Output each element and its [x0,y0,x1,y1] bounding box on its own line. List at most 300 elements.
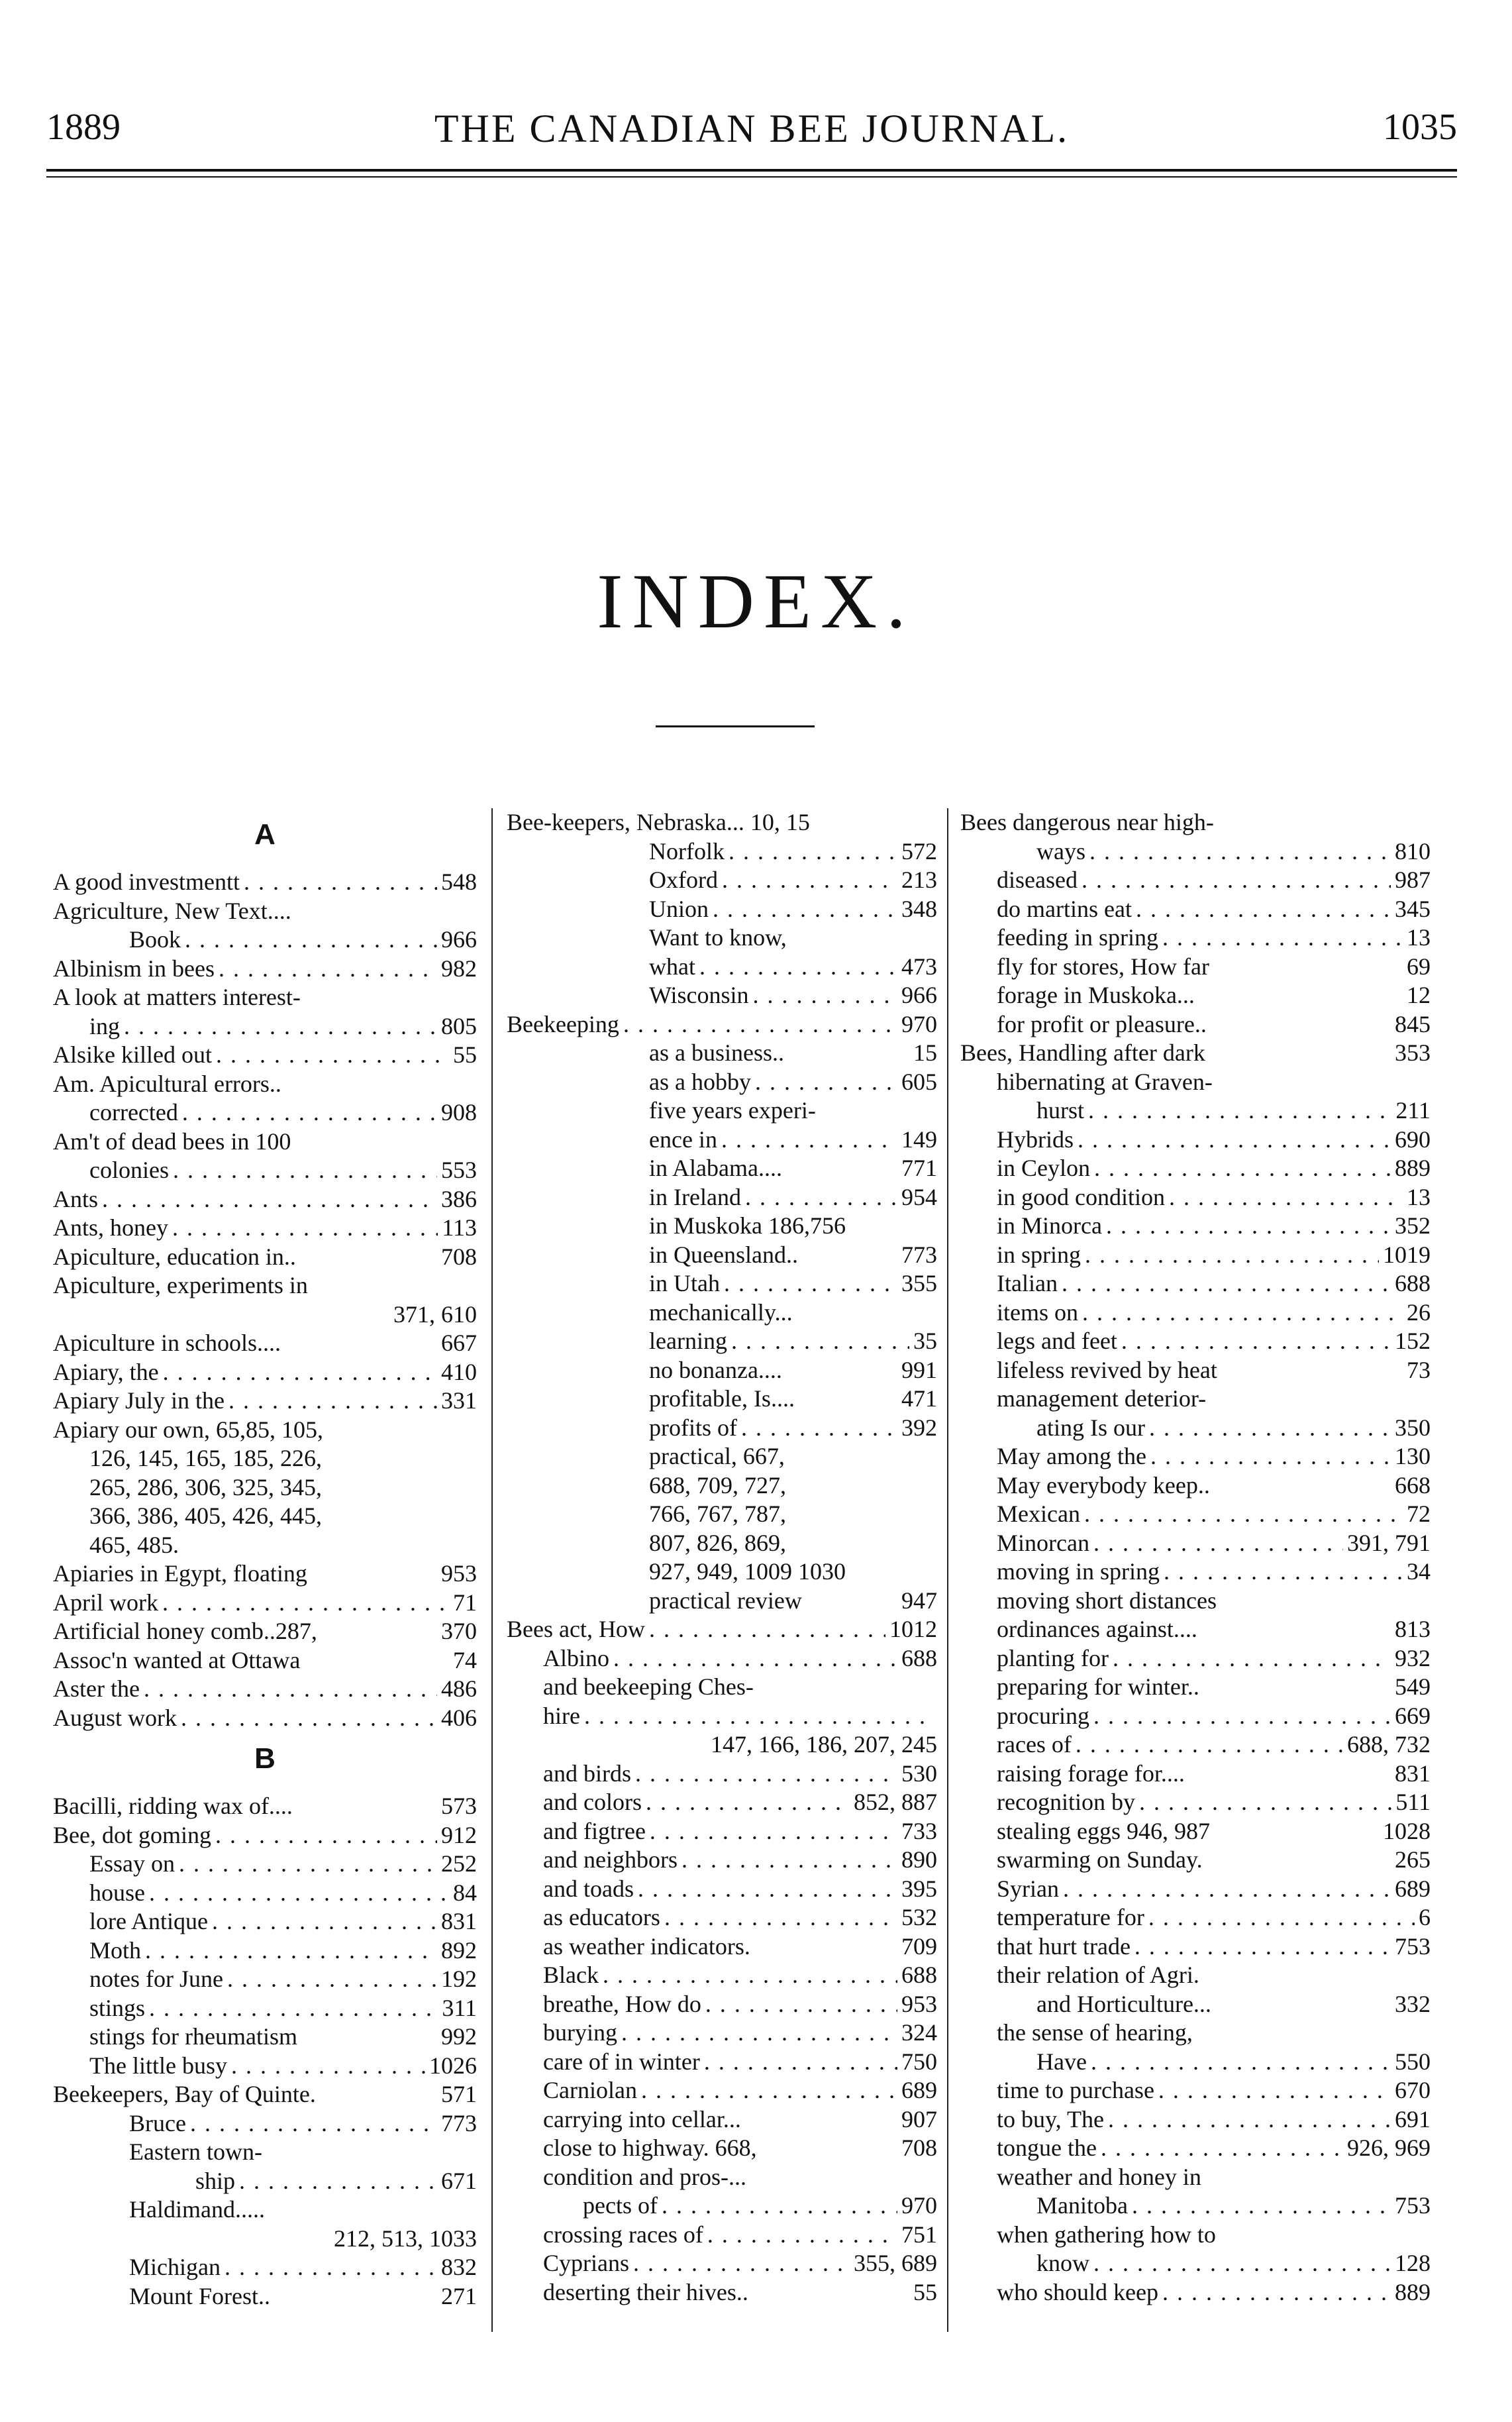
index-entry [960,2191,1431,2221]
leader-dots [1148,1903,1415,1932]
leader-dots [729,837,897,867]
index-entry [960,1903,1431,1932]
index-entry [960,1068,1431,1097]
leader-dots [1149,1414,1391,1443]
entry-page: 947 [901,1587,937,1614]
index-column-2 [507,808,937,2345]
entry-page: 771 [901,1155,937,1181]
entry-page: 689 [1395,1875,1431,1902]
entry-text: 766, 767, 787, [649,1501,786,1527]
entry-text: Want to know, [649,924,787,951]
leader-dots [1091,2048,1391,2077]
entry-text: who should keep [997,2278,1158,2305]
entry-text: as a hobby [649,1068,751,1095]
leader-dots [244,868,437,897]
index-entry [507,1241,937,1270]
leader-dots [1164,1557,1403,1587]
entry-page: 670 [1395,2077,1431,2103]
leader-dots [1150,1442,1391,1471]
index-entry [507,1903,937,1932]
index-entry [507,1788,937,1817]
index-entry [960,2249,1431,2278]
entry-text: in Minorca [997,1212,1102,1239]
entry-text: Bruce [129,2109,186,2136]
entry-text: ways [1036,837,1085,865]
entry-text: Minorcan [997,1529,1089,1556]
entry-text: Artificial honey comb..287, [53,1618,317,1644]
entry-page: 733 [901,1817,937,1844]
leader-dots [713,895,897,924]
entry-text: A good investmentt [53,869,240,895]
index-entry [960,1932,1431,1962]
entry-text: ordinances against.... [997,1616,1197,1642]
index-entry [960,1673,1431,1702]
leader-dots [102,1185,437,1214]
index-entry [960,2221,1431,2250]
index-entry [53,1879,477,1908]
entry-text: and beekeeping Ches- [543,1673,754,1700]
entry-page: 912 [441,1821,477,1848]
entry-page: 708 [441,1243,477,1270]
index-entry [960,1644,1431,1673]
leader-dots [185,925,437,955]
entry-page: 370 [441,1618,477,1644]
header-year: 1889 [46,107,121,148]
index-entry [53,1214,477,1243]
entry-page: 149 [901,1126,937,1153]
header-rule-thin [46,176,1457,178]
entry-text: breathe, How do [543,1990,701,2017]
index-entry [507,1068,937,1097]
index-entry [960,2134,1431,2163]
entry-page: 34 [1407,1558,1431,1585]
entry-text: Bee, dot goming [53,1821,211,1848]
entry-text: procuring [997,1702,1089,1729]
index-entry [53,2253,477,2282]
leader-dots [681,1846,897,1875]
entry-page: 907 [901,2105,937,2132]
entry-page: 345 [1395,895,1431,922]
index-entry [960,837,1431,867]
entry-text: ence in [649,1126,717,1153]
entry-text: Am. Apicultural errors.. [53,1070,281,1097]
index-entry [53,1559,477,1589]
entry-page: 391, 791 [1347,1529,1431,1556]
index-entry [960,1414,1431,1443]
entry-text: and figtree [543,1817,646,1844]
entry-page: 152 [1395,1328,1431,1354]
entry-text: Beekeeping [507,1010,619,1037]
section-letter: B [254,1742,276,1775]
entry-page: 211 [1395,1097,1431,1124]
entry-page: 750 [901,2048,937,2075]
index-entry [53,1444,477,1473]
entry-page: 548 [441,869,477,895]
entry-page: 992 [441,2023,477,2050]
entry-page: 852, 887 [854,1789,937,1815]
index-entry [960,1817,1431,1846]
entry-text: diseased [997,867,1078,893]
entry-text: time to purchase [997,2077,1154,2103]
index-entry [507,1039,937,1068]
leader-dots [228,1387,437,1416]
index-entry [507,2105,937,2134]
index-entry [53,897,477,926]
leader-dots [172,1214,438,1243]
entry-page: 72 [1407,1501,1431,1527]
index-entry [960,1356,1431,1385]
entry-text: Assoc'n wanted at Ottawa [53,1646,301,1673]
index-entry [507,923,937,953]
entry-text: April work [53,1589,158,1616]
entry-page: 355 [901,1270,937,1296]
leader-dots [633,2249,850,2278]
entry-text: hire [543,1702,580,1729]
leader-dots [1162,2278,1391,2307]
entry-page: 6 [1419,1904,1431,1930]
leader-dots [1078,1126,1391,1155]
index-entry [960,1212,1431,1241]
entry-text: 465, 485. [89,1531,179,1558]
entry-page: 549 [1395,1673,1431,1700]
leader-dots [239,2167,437,2196]
entry-page: 410 [441,1358,477,1385]
index-entry [53,2225,477,2254]
entry-page: 1028 [1383,1817,1431,1844]
index-entry [53,2138,477,2167]
index-entry [507,1529,937,1558]
index-entry [507,1875,937,1904]
leader-dots [149,1879,449,1908]
index-entry [960,1298,1431,1328]
index-entry [53,1704,477,1733]
entry-page: 689 [901,2077,937,2103]
index-entry [53,2282,477,2311]
leader-dots [1085,1241,1379,1270]
leader-dots [1136,895,1391,924]
leader-dots [163,1358,437,1387]
leader-dots [1108,2105,1391,2134]
index-entry [507,1961,937,1990]
leader-dots [1101,2134,1343,2163]
entry-text: Moth [89,1936,142,1964]
entry-page: 667 [441,1330,477,1356]
leader-dots [1076,1730,1343,1760]
index-entry [507,1557,937,1587]
index-entry [507,2076,937,2105]
entry-page: 1012 [889,1616,937,1642]
index-entry [960,2019,1431,2048]
leader-dots [1093,1702,1391,1731]
entry-text: Book [129,926,181,953]
index-entry [960,2048,1431,2077]
leader-dots [225,2253,437,2282]
entry-text: planting for [997,1644,1109,1671]
entry-text: Haldimand..... [129,2196,265,2223]
index-entry [507,953,937,982]
index-entry [507,2221,937,2250]
entry-text: the sense of hearing, [997,2019,1193,2046]
entry-text: as weather indicators. [543,1932,750,1960]
index-entry [507,895,937,924]
entry-text: and neighbors [543,1846,678,1873]
leader-dots [1132,2191,1391,2221]
index-entry [53,1012,477,1041]
entry-text: The little busy [89,2052,227,2079]
entry-text: 265, 286, 306, 325, 345, [89,1473,322,1501]
entry-text: lore Antique [89,1908,208,1934]
leader-dots [721,1126,897,1155]
entry-page: 954 [901,1183,937,1210]
index-entry [507,2249,937,2278]
leader-dots [215,1821,437,1850]
entry-page: 892 [441,1936,477,1964]
index-entry [507,2134,937,2163]
entry-text: burying [543,2019,617,2046]
entry-text: preparing for winter.. [997,1673,1199,1700]
index-entry [53,1300,477,1330]
entry-text: profits of [649,1414,737,1441]
leader-dots [755,1068,897,1097]
entry-page: 511 [1395,1789,1431,1815]
entry-text: fly for stores, How far [997,953,1209,980]
entry-page: 113 [442,1214,477,1241]
index-entry [53,1675,477,1704]
leader-dots [638,1875,897,1904]
index-entry [507,1673,937,1702]
index-entry [53,1243,477,1272]
entry-page: 35 [913,1328,937,1354]
entry-text: Norfolk [649,837,725,865]
entry-text: carrying into cellar... [543,2105,741,2132]
leader-dots [731,1327,909,1356]
index-entry [507,1183,937,1212]
entry-text: Bacilli, ridding wax of.... [53,1793,293,1819]
entry-page: 970 [901,2192,937,2219]
index-entry [53,1792,477,1821]
index-entry [507,1414,937,1443]
index-entry [507,981,937,1010]
index-entry [53,1646,477,1675]
leader-dots [231,2052,425,2081]
entry-page: 953 [901,1990,937,2017]
entry-text: Cyprians [543,2250,629,2276]
entry-text: Bees act, How [507,1616,645,1642]
column-divider [491,808,493,2332]
leader-dots [704,2048,897,2077]
entry-text: practical review [649,1587,802,1614]
entry-text: ing [89,1012,121,1039]
entry-text: ship [195,2167,236,2194]
entry-page: 348 [901,895,937,922]
index-entry [53,1965,477,1994]
index-entry [960,866,1431,895]
entry-page: 813 [1395,1616,1431,1642]
entry-text: in good condition [997,1183,1165,1210]
leader-dots [623,1010,897,1039]
entry-page: 130 [1395,1443,1431,1469]
entry-text: mechanically... [649,1298,793,1326]
index-entry [507,2048,937,2077]
index-entry [507,1096,937,1126]
entry-page: 688, 732 [1347,1731,1431,1758]
leader-dots [182,1098,437,1128]
entry-text: Black [543,1962,599,1988]
entry-page: 553 [441,1157,477,1183]
index-entry [960,1760,1431,1789]
entry-text: August work [53,1704,177,1731]
leader-dots [1106,1212,1391,1241]
entry-page: 73 [1407,1356,1431,1383]
entry-text: Albino [543,1644,610,1671]
index-entry [53,1473,477,1502]
leader-dots [190,2109,437,2138]
entry-text: Syrian [997,1875,1059,1902]
entry-text: Ants, honey [53,1214,168,1241]
entry-text: hurst [1036,1097,1084,1124]
entry-text: Bee-keepers, Nebraska... 10, 15 [507,809,810,835]
index-entry [960,1500,1431,1529]
entry-text: Manitoba [1036,2192,1128,2219]
index-entry [53,1502,477,1531]
index-entry [507,1990,937,2019]
leader-dots [1093,1529,1343,1558]
entry-text: and birds [543,1760,631,1787]
leader-dots [646,1788,850,1817]
index-entry [507,1817,937,1846]
entry-page: 74 [453,1646,477,1673]
entry-text: do martins eat [997,895,1132,922]
entry-text: practical, 667, [649,1443,785,1469]
index-entry [507,808,937,837]
entry-text: when gathering how to [997,2221,1216,2248]
entry-text: learning [649,1328,727,1354]
index-entry [960,1039,1431,1068]
entry-text: races of [997,1731,1072,1758]
entry-page: 605 [901,1068,937,1095]
index-entry [53,1850,477,1879]
entry-page: 572 [901,837,937,865]
leader-dots [705,1990,897,2019]
index-entry [507,1212,937,1241]
leader-dots [162,1589,449,1618]
index-entry [53,2080,477,2109]
index-entry [507,1327,937,1356]
leader-dots [584,1702,933,1731]
entry-text: Apiculture, education in.. [53,1243,296,1270]
entry-text: house [89,1879,145,1906]
entry-page: 845 [1395,1010,1431,1037]
leader-dots [1139,1788,1391,1817]
index-entry [53,1416,477,1445]
entry-page: 331 [441,1387,477,1414]
leader-dots [699,953,897,982]
entry-page: 12 [1407,982,1431,1008]
index-entry [507,1730,937,1760]
entry-text: recognition by [997,1789,1135,1815]
index-entry [507,2019,937,2048]
index-entry [53,925,477,955]
entry-text: Ants [53,1185,99,1212]
entry-text: moving in spring [997,1558,1160,1585]
index-entry [53,2109,477,2138]
index-entry [507,837,937,867]
entry-page: 708 [901,2134,937,2161]
index-entry [53,1156,477,1185]
index-entry [960,1529,1431,1558]
leader-dots [1134,1932,1391,1962]
index-entry [960,1990,1431,2019]
index-entry [507,1269,937,1298]
index-entry [507,1932,937,1962]
leader-dots [1162,923,1403,953]
leader-dots [1093,2249,1391,2278]
entry-text: stings for rheumatism [89,2023,297,2050]
entry-page: 332 [1395,1990,1431,2017]
entry-text: Wisconsin [649,982,749,1008]
entry-page: 550 [1395,2048,1431,2075]
entry-page: 213 [901,867,937,893]
entry-page: 970 [901,1010,937,1037]
entry-page: 532 [901,1904,937,1930]
leader-dots [635,1760,897,1789]
entry-text: in Queensland.. [649,1241,798,1268]
entry-text: for profit or pleasure.. [997,1010,1207,1037]
index-entry [960,1702,1431,1731]
entry-text: Mexican [997,1501,1080,1527]
entry-text: five years experi- [649,1097,816,1124]
entry-text: crossing races of [543,2221,703,2248]
entry-text: swarming on Sunday. [997,1846,1203,1873]
entry-text: Carniolan [543,2077,637,2103]
index-entry [507,866,937,895]
entry-page: 966 [441,926,477,953]
entry-text: forage in Muskoka... [997,982,1195,1008]
entry-text: tongue the [997,2134,1097,2161]
index-entry [960,1126,1431,1155]
leader-dots [219,955,437,984]
leader-dots [181,1704,437,1733]
entry-text: A look at matters interest- [53,984,301,1010]
entry-text: Aster the [53,1675,140,1702]
entry-text: in Ceylon [997,1155,1090,1181]
entry-text: lifeless revived by heat [997,1356,1217,1383]
entry-page: 688 [1395,1270,1431,1296]
entry-text: pects of [583,2192,658,2219]
column-divider [947,808,948,2332]
entry-text: Albinism in bees [53,955,215,982]
index-entry [960,1875,1431,1904]
index-entry [53,1531,477,1560]
entry-text: items on [997,1298,1078,1326]
entry-page: 26 [1407,1298,1431,1326]
index-entry [53,1128,477,1157]
entry-text: 371, 610 [393,1300,477,1328]
index-entry [53,1185,477,1214]
index-entry [960,1096,1431,1126]
heading-rule [656,725,815,727]
entry-page: 671 [441,2167,477,2194]
index-entry [960,1010,1431,1039]
entry-page: 889 [1395,2278,1431,2305]
entry-page: 13 [1407,1183,1431,1210]
entry-page: 352 [1395,1212,1431,1239]
entry-text: hibernating at Graven- [997,1068,1213,1095]
entry-page: 832 [441,2254,477,2280]
index-entry [507,1615,937,1644]
index-entry [53,2167,477,2196]
entry-text: close to highway. 668, [543,2134,757,2161]
